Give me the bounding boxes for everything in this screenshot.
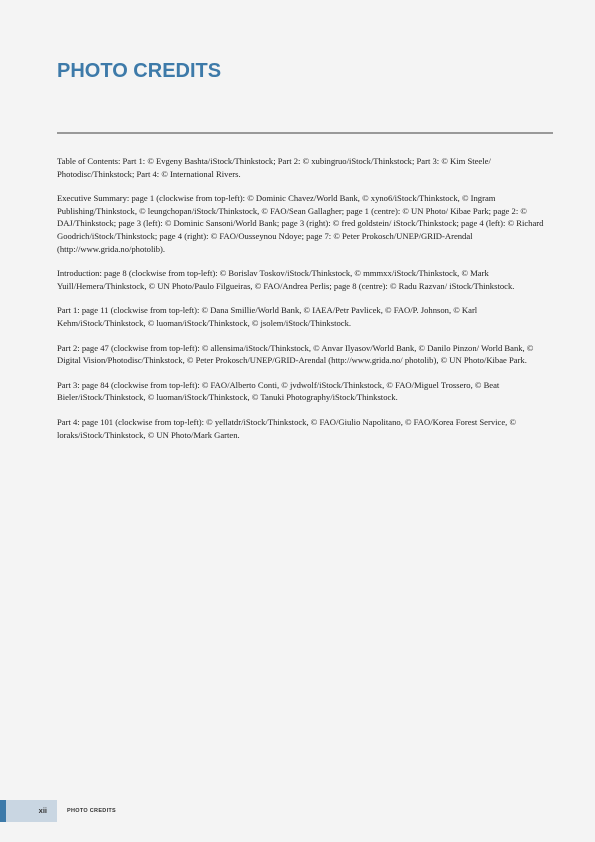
title-divider (57, 132, 553, 134)
credit-paragraph-part-1: Part 1: page 11 (clockwise from top-left): © Dana Smillie/World Bank, © IAEA/Petr Pavlicek, © FAO/P. Johnson, © Karl Kehm/iStock/Thinkstock, © luoman/iStock/Thinkstock, © jsolem/iStock/Thinkstock. (57, 305, 478, 328)
footer-section-label: PHOTO CREDITS (67, 808, 117, 814)
credits-body (57, 155, 553, 453)
footer-page-box (6, 800, 57, 822)
credit-paragraph-table-of-contents: Table of Contents: Part 1: © Evgeny Bashta/iStock/Thinkstock; Part 2: © xubingruo/iStock/Thinkstock; Part 3: © Kim Steele/ Photodisc/Thinkstock; Part 4: © International Rivers. (57, 156, 491, 179)
credit-paragraph-part-4: Part 4: page 101 (clockwise from top-left): © yellatdr/iStock/Thinkstock, © FAO/Giulio Napolitano, © FAO/Korea Forest Service, © loraks/iStock/Thinkstock, © UN Photo/Mark Garten. (57, 416, 516, 440)
credit-paragraph-part-2: Part 2: page 47 (clockwise from top-left): © allensima/iStock/Thinkstock, © Anvar Ilyasov/World Bank, © Danilo Pinzon/ World Bank, © Digital Vision/Photodisc/Thinkstock, © Peter Prokosch/UNEP/GRID-Arendal (http://www.grida.no/ photolib), © UN Photo/Kibae Park. (57, 342, 534, 366)
credit-paragraph-executive-summary: Executive Summary: page 1 (clockwise from top-left): © Dominic Chavez/World Bank, © xyno6/iStock/Thinkstock, © Ingram Publishing/Thinkstock, © leungchopan/iStock/Thinkstock, © FAO/Sean Gallagher; page 1 (centre): © UN Photo/ Kibae Park; page 2: © DAJ/Thinkstock; page 3 (left): © Dominic Sansoni/World Bank; page 3 (right): © fred goldstein/ iStock/Thinkstock; page 4 (left): © Richard Goodrich/iStock/Thinkstock; page 4 (right): © FAO/Ousseynou Ndoye; page 7: © Peter Prokosch/UNEP/GRID-Arendal (http://www.grida.no/photolib). (57, 193, 544, 254)
page-number: xii (38, 806, 47, 815)
page-title: PHOTO CREDITS (57, 60, 222, 82)
credit-paragraph-introduction: Introduction: page 8 (clockwise from top-left): © Borislav Toskov/iStock/Thinkstock, © mmmxx/iStock/Thinkstock, © Mark Yuill/Hemera/Thinkstock, © UN Photo/Paulo Filgueiras, © FAO/Andrea Perlis; page 8 (centre): © Radu Razvan/ iStock/Thinkstock. (57, 268, 515, 291)
credit-paragraph-part-3: Part 3: page 84 (clockwise from top-left): © FAO/Alberto Conti, © jvdwolf/iStock/Thinkstock, © FAO/Miguel Trossero, © Beat Bieler/iStock/Thinkstock, © luoman/iStock/Thinkstock, © Tanuki Photography/iStock/Thinkstock. (57, 379, 500, 403)
